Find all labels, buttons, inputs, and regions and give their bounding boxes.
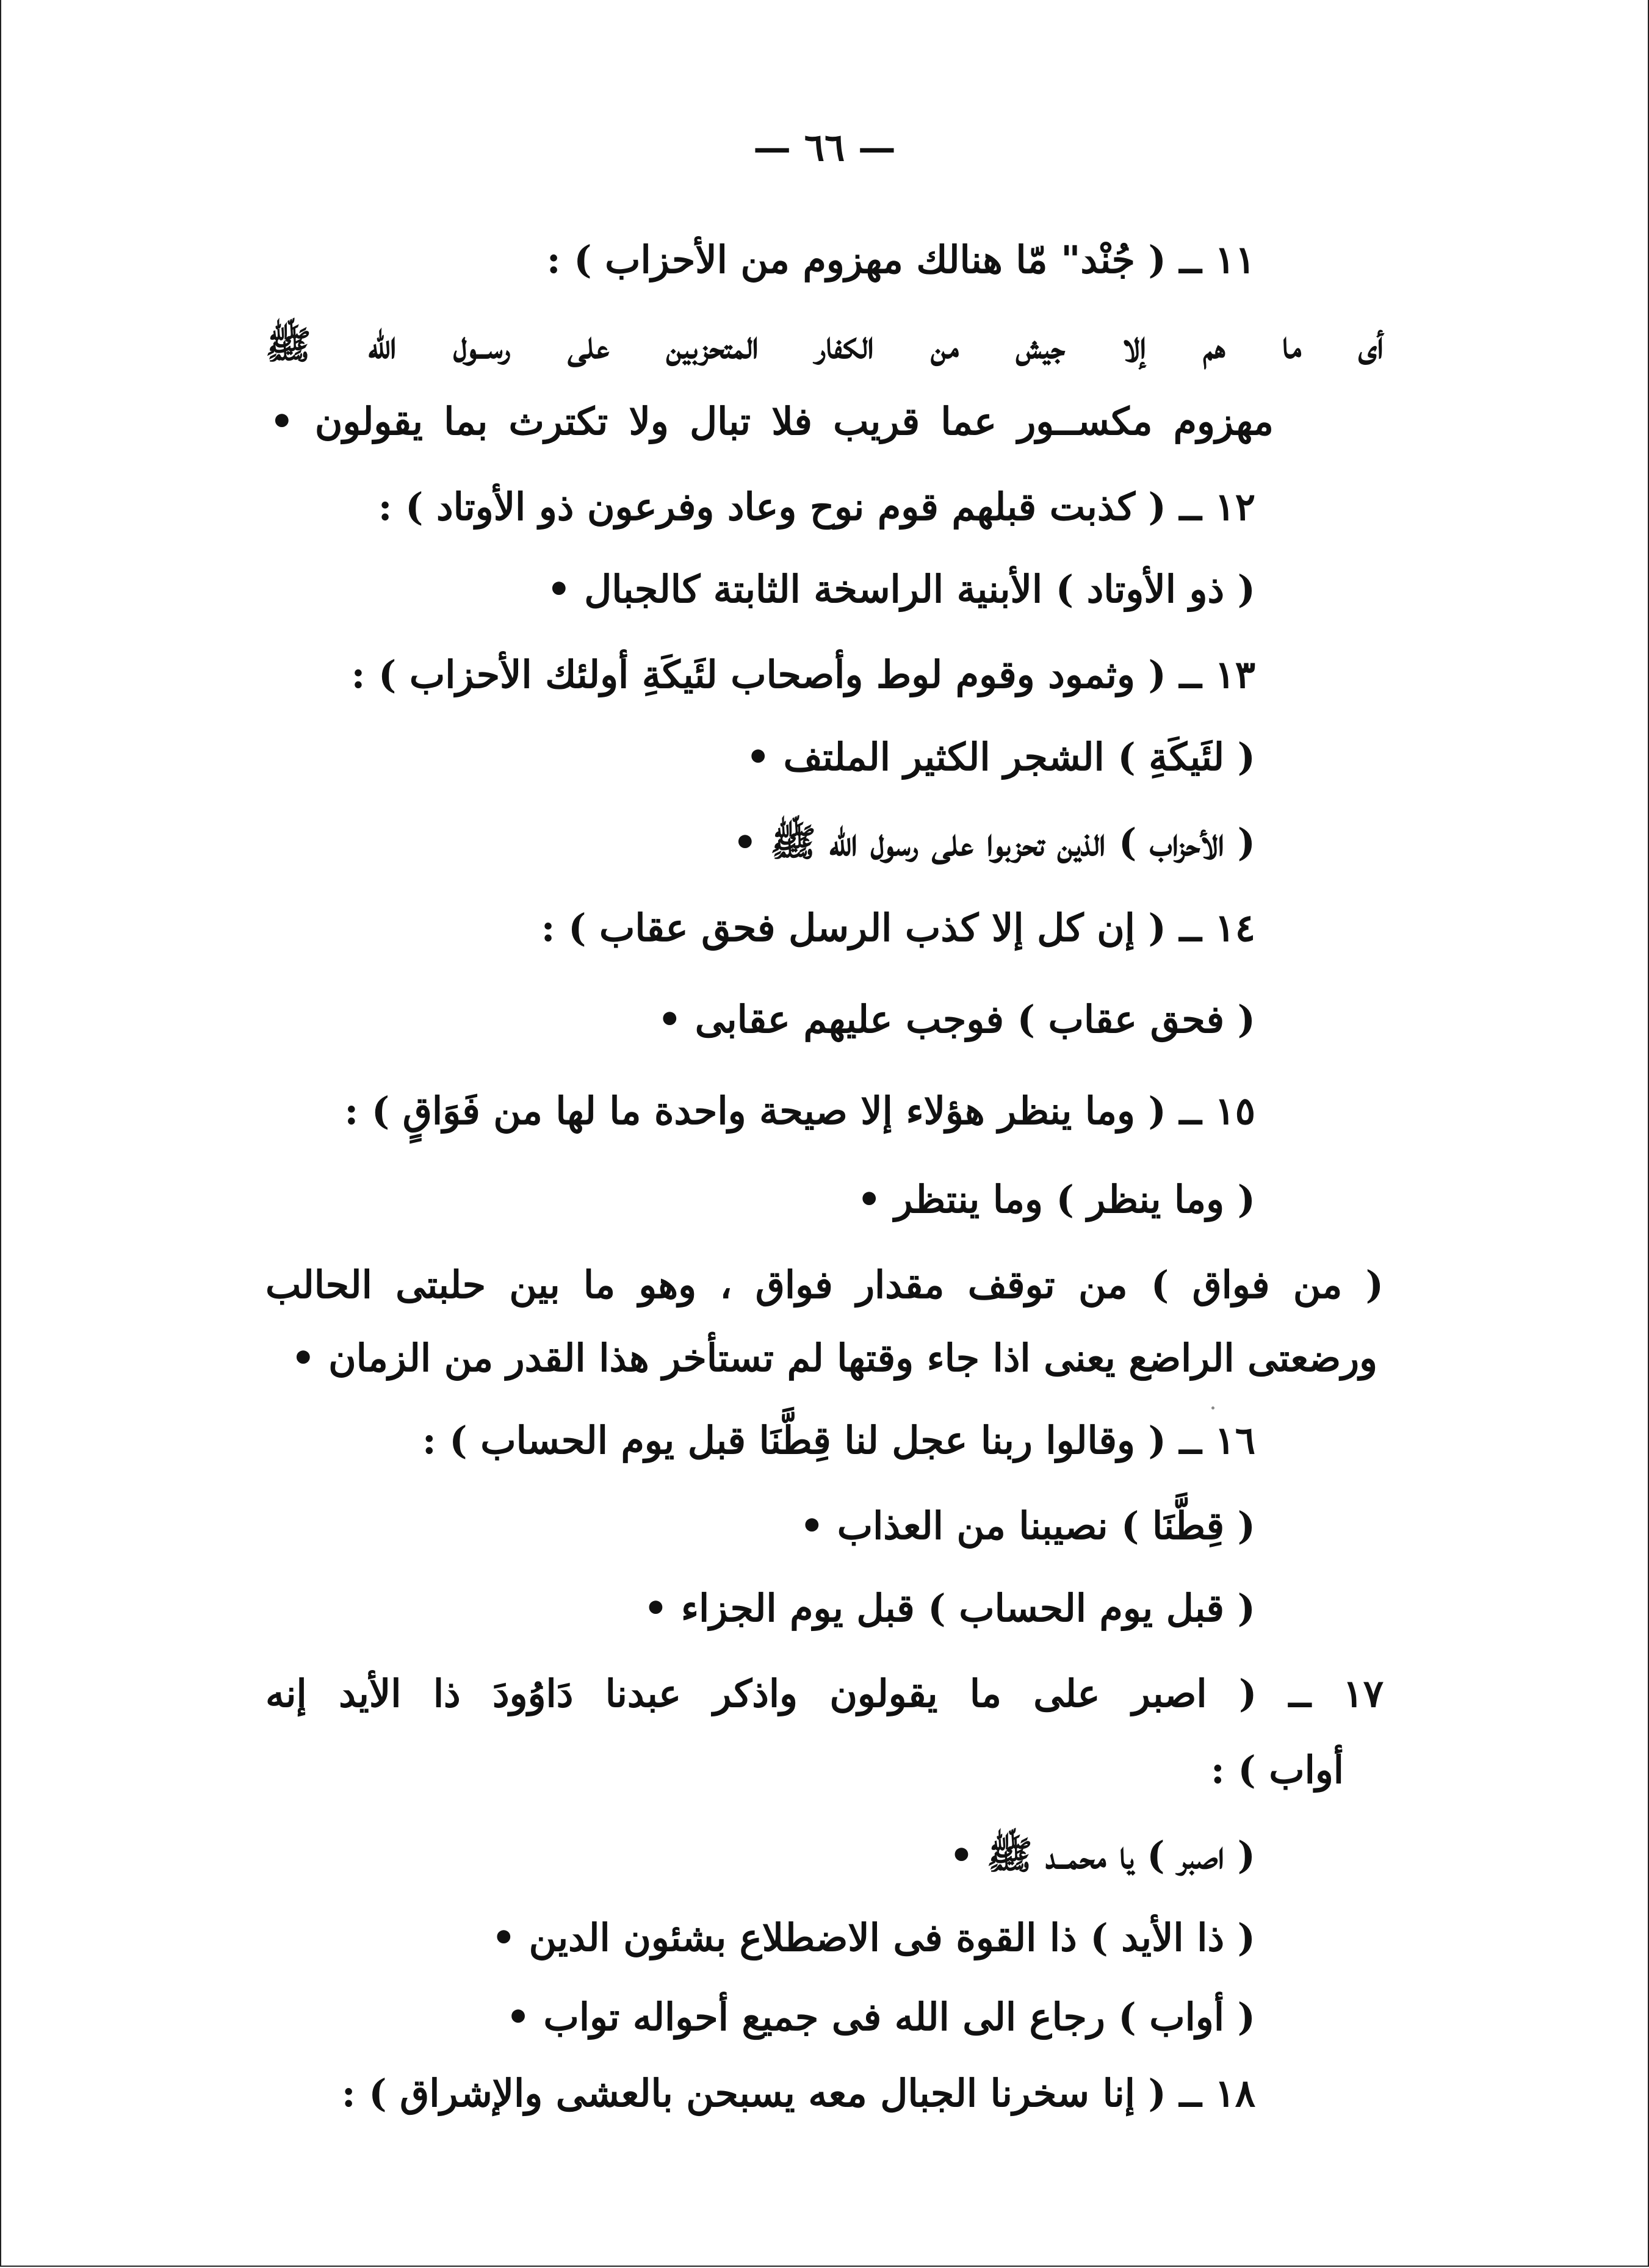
gloss-13-line-1: ( لئَيكَةِ ) الشجر الكثير الملتف • [746,735,1255,779]
gloss-13-line-2: ( الأحزاب ) الذين تحزبوا على رسول الله ﷺ • [732,820,1255,865]
gloss-17-line-3: ( أواب ) رجاع الى الله فى جميع أحواله تواب • [506,1995,1255,2039]
verse-18: ١٨ ــ ( إنا سخرنا الجبال معه يسبحن بالعشى والإشراق ) : [341,2071,1255,2115]
gloss-15-line-3: ورضعتى الراضع يعنى اذا جاء وقتها لم تستأخر هذا القدر من الزمان • [290,1336,1377,1380]
gloss-16-line-2: ( قبل يوم الحساب ) قبل يوم الجزاء • [643,1586,1255,1630]
verse-13: ١٣ ــ ( وثمود وقوم لوط وأصحاب لئَيكَةِ أولئك الأحزاب ) : [351,652,1255,697]
verse-14: ١٤ ــ ( إن كل إلا كذب الرسل فحق عقاب ) : [541,905,1255,950]
stray-dot [1211,1406,1214,1409]
page-number: — ٦٦ — [753,125,896,170]
gloss-17-line-1: ( اصبر ) يا محمــد ﷺ • [949,1833,1255,1877]
gloss-17-line-2: ( ذا الأيد ) ذا القوة فى الاضطلاع بشئون الدين • [491,1915,1255,1960]
gloss-15-line-1: ( وما ينظر ) وما ينتظر • [857,1177,1255,1222]
gloss-12: ( ذو الأوتاد ) الأبنية الراسخة الثابتة كالجبال • [547,567,1255,611]
verse-17-line-2: أواب ) : [1210,1748,1344,1792]
gloss-14: ( فحق عقاب ) فوجب عليهم عقابى • [657,997,1255,1042]
gloss-15-line-2: ( من فواق ) من توقف مقدار فواق ، وهو ما بين حلبتى الحالب [265,1262,1384,1307]
gloss-11-line-1: أى ما هم إلا جيش من الكفار المتحزبين على رســول الله ﷺ [265,323,1384,367]
verse-16: ١٦ ــ ( وقالوا ربنا عجل لنا قِطَّنَا قبل يوم الحساب ) : [422,1418,1255,1463]
gloss-11-line-2: مهزوم مكســور عما قريب فلا تبال ولا تكترث بما يقولون • [270,399,1274,444]
gloss-16-line-1: ( قِطَّنَا ) نصيبنا من العذاب • [799,1503,1255,1548]
verse-17-line-1: ١٧ ــ ( اصبر على ما يقولون واذكر عبدنا دَاوُودَ ذا الأيد إنه [265,1671,1384,1716]
verse-15: ١٥ ــ ( وما ينظر هؤلاء إلا صيحة واحدة ما لها من فَوَاقٍ ) : [344,1089,1255,1133]
verse-11: ١١ ــ ( جُنْد" مّا هنالك مهزوم من الأحزاب ) : [546,237,1255,282]
verse-12: ١٢ ــ ( كذبت قبلهم قوم نوح وعاد وفرعون ذو الأوتاد ) : [378,484,1255,529]
